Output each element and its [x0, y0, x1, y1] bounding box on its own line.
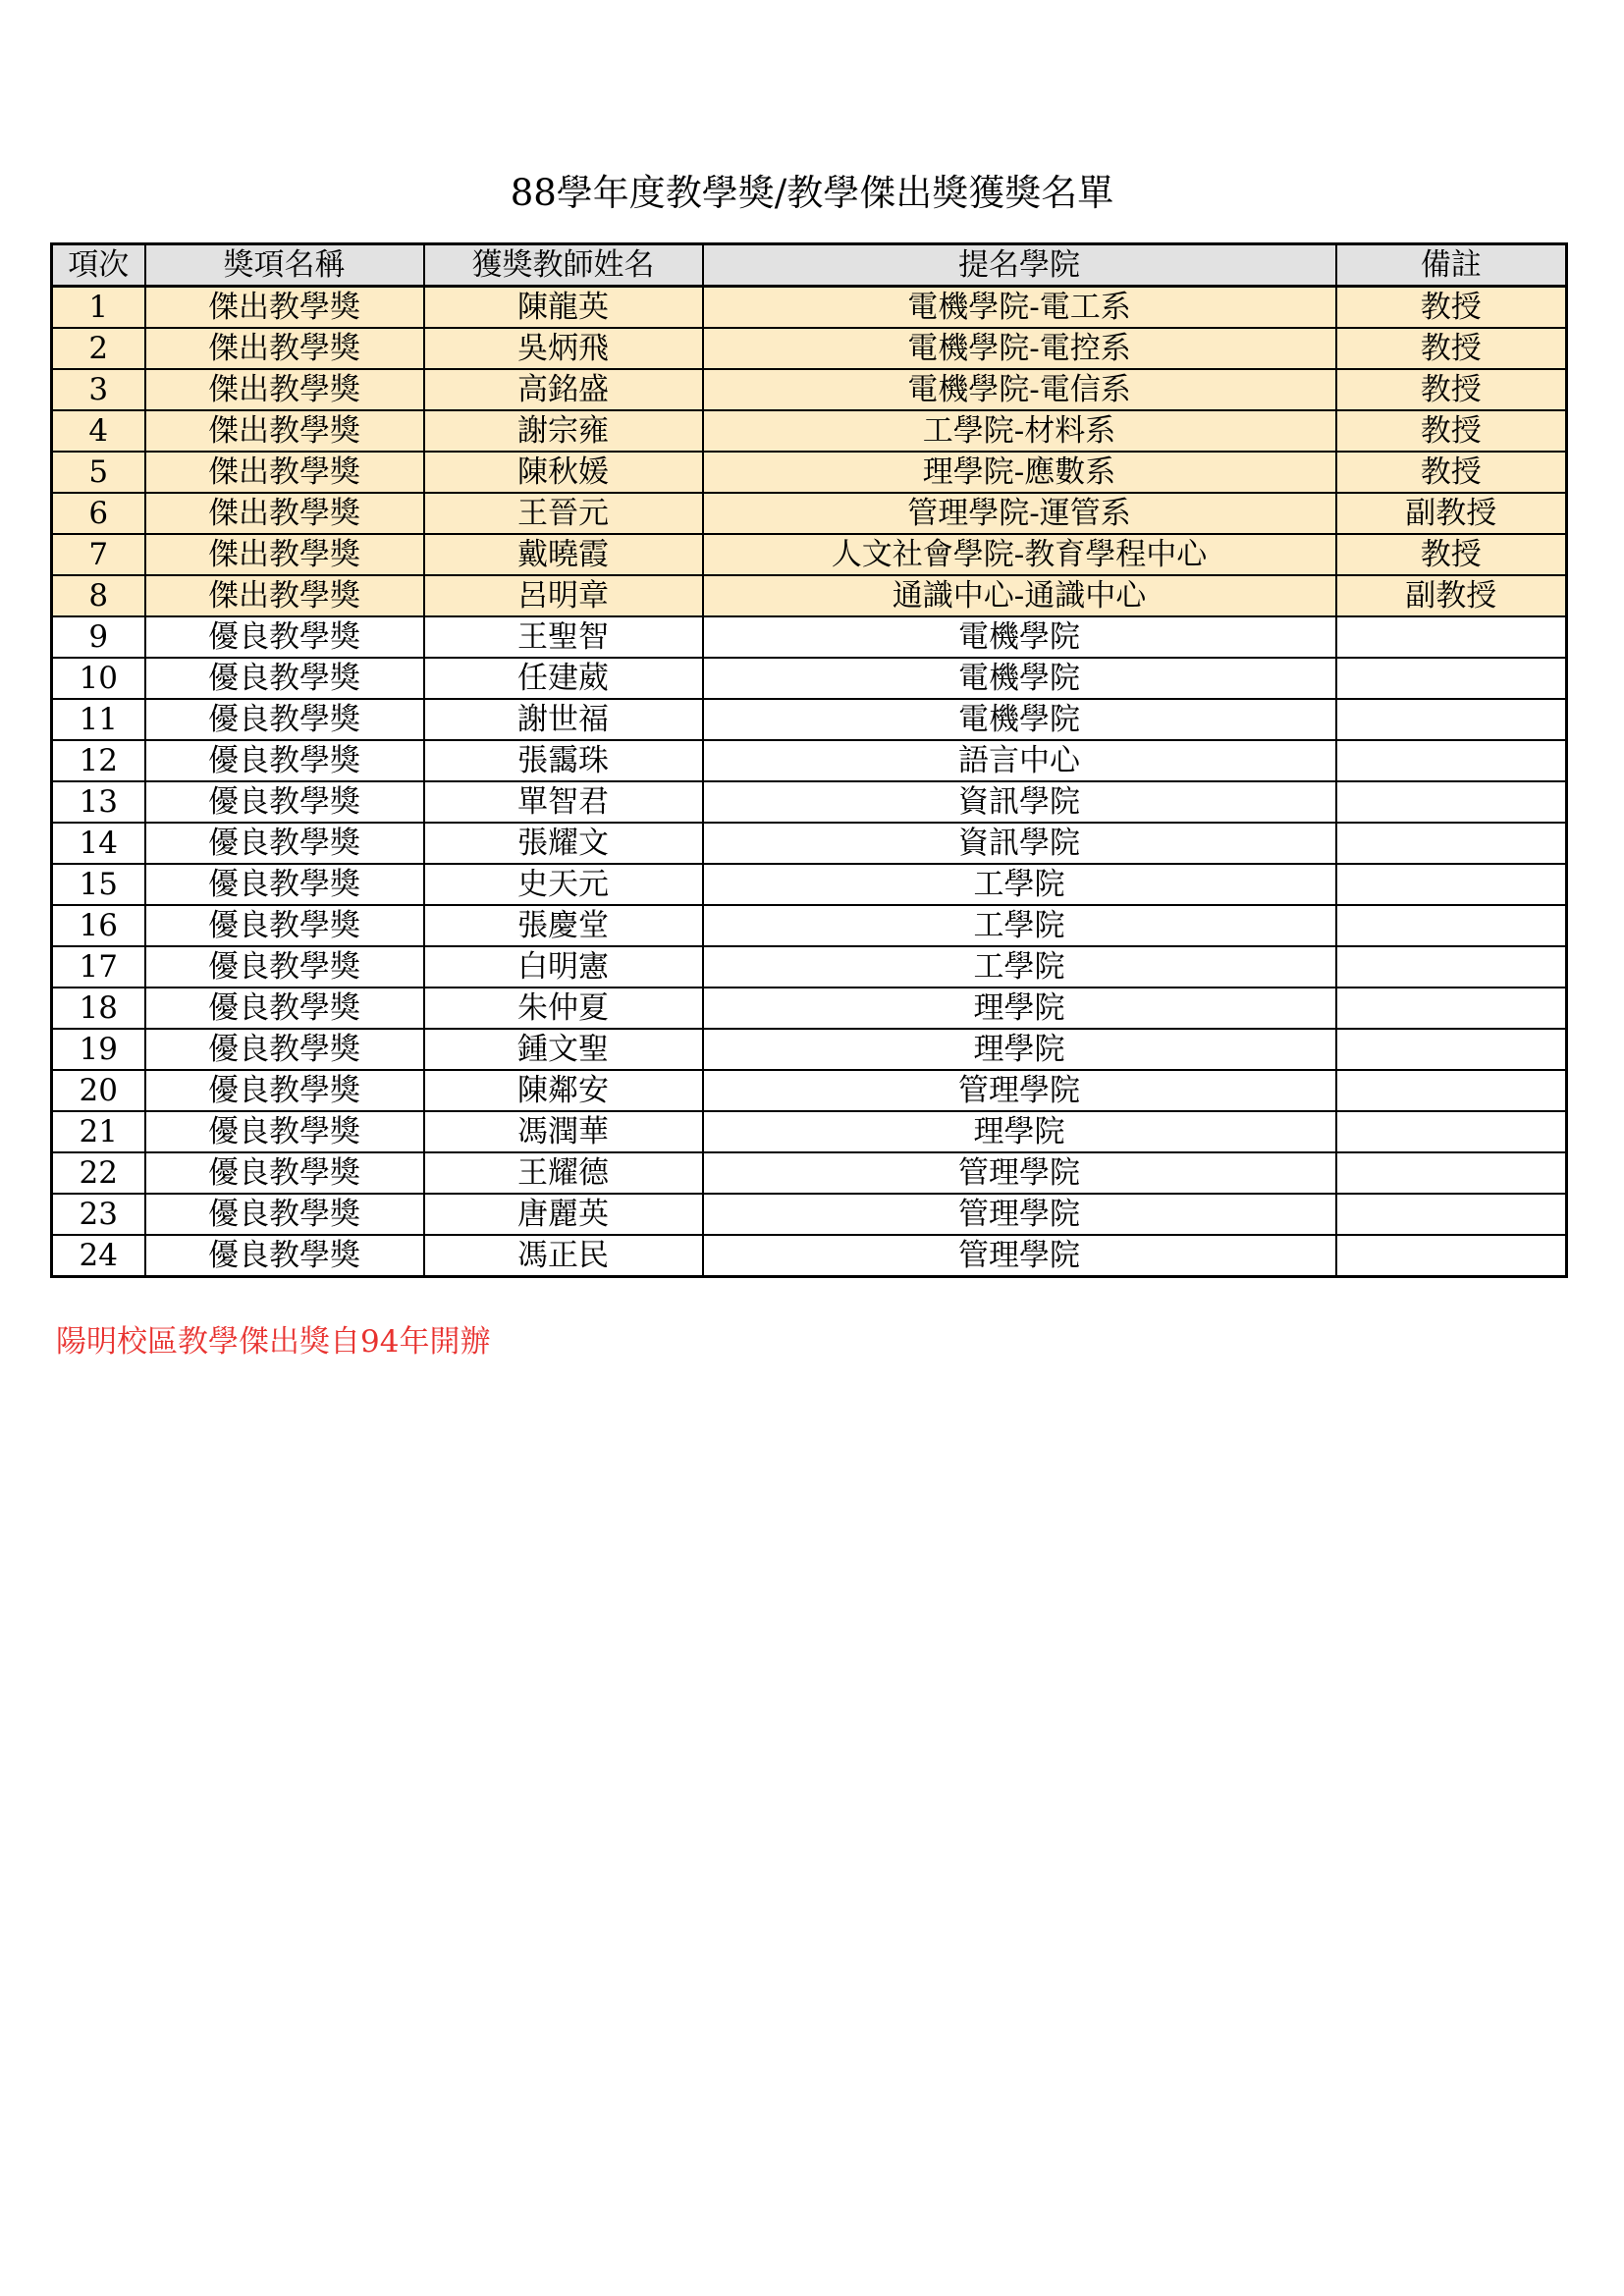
cell-college: 理學院 — [703, 1111, 1336, 1152]
cell-award-name: 優良教學獎 — [145, 988, 424, 1029]
cell-index: 15 — [52, 864, 145, 905]
cell-college: 管理學院-運管系 — [703, 493, 1336, 534]
cell-note — [1336, 1194, 1567, 1235]
cell-index: 11 — [52, 699, 145, 740]
cell-note — [1336, 988, 1567, 1029]
cell-note — [1336, 658, 1567, 699]
cell-note: 教授 — [1336, 534, 1567, 575]
cell-award-name: 優良教學獎 — [145, 699, 424, 740]
cell-index: 3 — [52, 369, 145, 410]
cell-index: 21 — [52, 1111, 145, 1152]
page-title: 88學年度教學獎/教學傑出獎獲獎名單 — [510, 172, 1114, 214]
cell-note — [1336, 699, 1567, 740]
cell-teacher-name: 謝世福 — [424, 699, 703, 740]
table-row — [52, 369, 1567, 410]
cell-note: 副教授 — [1336, 493, 1567, 534]
table-row — [52, 1070, 1567, 1111]
cell-note — [1336, 864, 1567, 905]
header-index: 項次 — [52, 244, 145, 287]
cell-index: 7 — [52, 534, 145, 575]
cell-note — [1336, 781, 1567, 823]
footnote: 陽明校區教學傑出獎自94年開辦 — [56, 1324, 491, 1360]
cell-index: 12 — [52, 740, 145, 781]
cell-index: 20 — [52, 1070, 145, 1111]
cell-award-name: 優良教學獎 — [145, 1194, 424, 1235]
cell-index: 14 — [52, 823, 145, 864]
cell-teacher-name: 張靄珠 — [424, 740, 703, 781]
cell-college: 人文社會學院-教育學程中心 — [703, 534, 1336, 575]
cell-note: 副教授 — [1336, 575, 1567, 616]
table-body — [52, 287, 1567, 1277]
cell-college: 管理學院 — [703, 1070, 1336, 1111]
cell-college: 工學院 — [703, 905, 1336, 946]
cell-teacher-name: 朱仲夏 — [424, 988, 703, 1029]
cell-teacher-name: 陳秋媛 — [424, 452, 703, 493]
cell-index: 4 — [52, 410, 145, 452]
cell-teacher-name: 陳龍英 — [424, 287, 703, 329]
cell-college: 資訊學院 — [703, 781, 1336, 823]
cell-college: 電機學院 — [703, 699, 1336, 740]
cell-award-name: 優良教學獎 — [145, 1029, 424, 1070]
cell-college: 通識中心-通識中心 — [703, 575, 1336, 616]
table-row — [52, 905, 1567, 946]
cell-teacher-name: 鍾文聖 — [424, 1029, 703, 1070]
cell-college: 理學院 — [703, 1029, 1336, 1070]
cell-note: 教授 — [1336, 287, 1567, 329]
table-row — [52, 781, 1567, 823]
cell-college: 電機學院 — [703, 658, 1336, 699]
cell-teacher-name: 呂明章 — [424, 575, 703, 616]
cell-award-name: 傑出教學獎 — [145, 493, 424, 534]
cell-college: 管理學院 — [703, 1194, 1336, 1235]
cell-award-name: 傑出教學獎 — [145, 534, 424, 575]
cell-teacher-name: 單智君 — [424, 781, 703, 823]
cell-note — [1336, 1070, 1567, 1111]
cell-teacher-name: 張慶堂 — [424, 905, 703, 946]
cell-college: 語言中心 — [703, 740, 1336, 781]
cell-index: 22 — [52, 1152, 145, 1194]
cell-index: 10 — [52, 658, 145, 699]
cell-note — [1336, 1235, 1567, 1277]
cell-note — [1336, 946, 1567, 988]
cell-index: 16 — [52, 905, 145, 946]
cell-note — [1336, 823, 1567, 864]
cell-note — [1336, 616, 1567, 658]
cell-teacher-name: 戴曉霞 — [424, 534, 703, 575]
cell-award-name: 傑出教學獎 — [145, 287, 424, 329]
cell-college: 工學院 — [703, 864, 1336, 905]
table-row — [52, 1111, 1567, 1152]
cell-teacher-name: 馮正民 — [424, 1235, 703, 1277]
cell-award-name: 傑出教學獎 — [145, 369, 424, 410]
cell-note: 教授 — [1336, 410, 1567, 452]
table-row — [52, 1152, 1567, 1194]
cell-award-name: 優良教學獎 — [145, 946, 424, 988]
header-award-name: 獎項名稱 — [145, 244, 424, 287]
cell-award-name: 優良教學獎 — [145, 1111, 424, 1152]
table-row — [52, 823, 1567, 864]
cell-college: 資訊學院 — [703, 823, 1336, 864]
cell-note — [1336, 1111, 1567, 1152]
cell-award-name: 優良教學獎 — [145, 1070, 424, 1111]
cell-note: 教授 — [1336, 452, 1567, 493]
cell-award-name: 傑出教學獎 — [145, 575, 424, 616]
table-row — [52, 493, 1567, 534]
table-row — [52, 988, 1567, 1029]
cell-award-name: 優良教學獎 — [145, 740, 424, 781]
cell-note — [1336, 1152, 1567, 1194]
cell-teacher-name: 王聖智 — [424, 616, 703, 658]
cell-teacher-name: 王耀德 — [424, 1152, 703, 1194]
header-note: 備註 — [1336, 244, 1567, 287]
cell-note — [1336, 740, 1567, 781]
cell-index: 6 — [52, 493, 145, 534]
header-teacher-name: 獲獎教師姓名 — [424, 244, 703, 287]
table-row — [52, 575, 1567, 616]
table-row — [52, 287, 1567, 329]
table-row — [52, 452, 1567, 493]
cell-teacher-name: 唐麗英 — [424, 1194, 703, 1235]
cell-teacher-name: 張耀文 — [424, 823, 703, 864]
table-row — [52, 1029, 1567, 1070]
cell-college: 管理學院 — [703, 1235, 1336, 1277]
cell-index: 5 — [52, 452, 145, 493]
cell-college: 工學院 — [703, 946, 1336, 988]
table-row — [52, 740, 1567, 781]
table-row — [52, 946, 1567, 988]
cell-teacher-name: 王晉元 — [424, 493, 703, 534]
cell-teacher-name: 任建葳 — [424, 658, 703, 699]
table-row — [52, 534, 1567, 575]
cell-index: 1 — [52, 287, 145, 329]
cell-award-name: 優良教學獎 — [145, 1152, 424, 1194]
cell-teacher-name: 高銘盛 — [424, 369, 703, 410]
cell-index: 9 — [52, 616, 145, 658]
cell-index: 13 — [52, 781, 145, 823]
cell-award-name: 傑出教學獎 — [145, 410, 424, 452]
cell-index: 24 — [52, 1235, 145, 1277]
table-row — [52, 616, 1567, 658]
award-winners-table — [50, 242, 1568, 1278]
cell-college: 電機學院-電控系 — [703, 328, 1336, 369]
cell-college: 理學院-應數系 — [703, 452, 1336, 493]
cell-college: 電機學院 — [703, 616, 1336, 658]
cell-award-name: 傑出教學獎 — [145, 452, 424, 493]
header-college: 提名學院 — [703, 244, 1336, 287]
table-row — [52, 699, 1567, 740]
cell-note: 教授 — [1336, 369, 1567, 410]
cell-award-name: 優良教學獎 — [145, 1235, 424, 1277]
cell-teacher-name: 馮潤華 — [424, 1111, 703, 1152]
table-row — [52, 864, 1567, 905]
cell-award-name: 優良教學獎 — [145, 905, 424, 946]
cell-teacher-name: 謝宗雍 — [424, 410, 703, 452]
cell-teacher-name: 史天元 — [424, 864, 703, 905]
cell-award-name: 優良教學獎 — [145, 864, 424, 905]
cell-note — [1336, 905, 1567, 946]
cell-college: 電機學院-電工系 — [703, 287, 1336, 329]
cell-award-name: 優良教學獎 — [145, 781, 424, 823]
cell-index: 19 — [52, 1029, 145, 1070]
cell-award-name: 優良教學獎 — [145, 616, 424, 658]
cell-index: 23 — [52, 1194, 145, 1235]
cell-award-name: 優良教學獎 — [145, 658, 424, 699]
cell-college: 管理學院 — [703, 1152, 1336, 1194]
table-header-row — [52, 244, 1567, 287]
cell-college: 電機學院-電信系 — [703, 369, 1336, 410]
cell-award-name: 優良教學獎 — [145, 823, 424, 864]
cell-index: 2 — [52, 328, 145, 369]
table-row — [52, 1194, 1567, 1235]
cell-index: 8 — [52, 575, 145, 616]
cell-teacher-name: 吳炳飛 — [424, 328, 703, 369]
cell-teacher-name: 陳鄰安 — [424, 1070, 703, 1111]
cell-index: 17 — [52, 946, 145, 988]
cell-teacher-name: 白明憲 — [424, 946, 703, 988]
cell-note — [1336, 1029, 1567, 1070]
cell-college: 工學院-材料系 — [703, 410, 1336, 452]
cell-note: 教授 — [1336, 328, 1567, 369]
cell-award-name: 傑出教學獎 — [145, 328, 424, 369]
cell-index: 18 — [52, 988, 145, 1029]
cell-college: 理學院 — [703, 988, 1336, 1029]
table-row — [52, 328, 1567, 369]
table-row — [52, 658, 1567, 699]
table-row — [52, 410, 1567, 452]
table-row — [52, 1235, 1567, 1277]
